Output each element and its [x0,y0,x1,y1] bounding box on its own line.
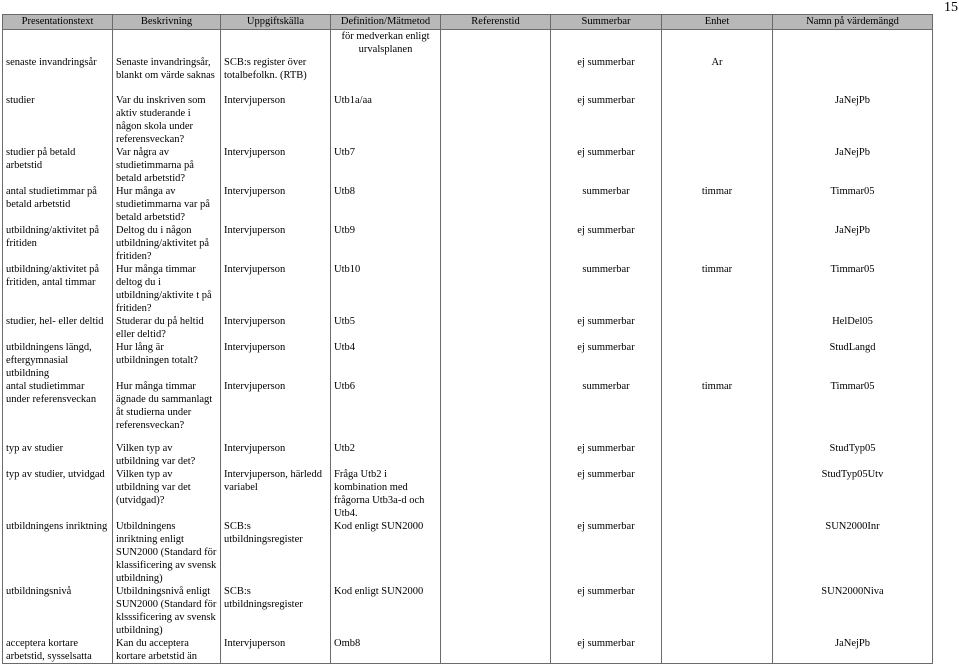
cell-beskrivning: Deltog du i någon utbildning/aktivitet på fritiden? [113,224,221,263]
table-row [3,520,933,585]
table-row [3,56,933,94]
cell-namn-pa-vardemangd: Timmar05 [773,380,933,442]
table-row [3,94,933,146]
cell-namn-pa-vardemangd: JaNejPb [773,224,933,263]
cell-namn-pa-vardemangd: Timmar05 [773,263,933,315]
cell-referenstid [441,185,551,224]
cell-referenstid [441,637,551,664]
cell-uppgiftskalla: Intervjuperson [221,315,331,341]
cell-summerbar: ej summerbar [551,315,662,341]
cell-enhet [662,585,773,637]
cell-definition: Utb4 [331,341,441,380]
cell-summerbar: ej summerbar [551,442,662,468]
cell-definition: Fråga Utb2 i kombination med frågorna Utb3a-d och Utb4. [331,468,441,520]
col-header-definition: Definition/Mätmetod [331,15,441,30]
cell-referenstid [441,56,551,94]
cell-namn-pa-vardemangd: JaNejPb [773,637,933,664]
continuation-row [3,30,933,57]
cell-presentation: utbildningsnivå [3,585,113,637]
col-header-presentationstext: Presentationstext [3,15,113,30]
cell-beskrivning: Studerar du på heltid eller deltid? [113,315,221,341]
cell-definition: Utb7 [331,146,441,185]
cell-beskrivning: Hur lång är utbildningen totalt? [113,341,221,380]
cell-beskrivning: Vilken typ av utbildning var det (utvidgad)? [113,468,221,520]
cell-namn-pa-vardemangd: JaNejPb [773,146,933,185]
cell-uppgiftskalla: Intervjuperson [221,263,331,315]
col-header-referenstid: Referenstid [441,15,551,30]
table-row [3,146,933,185]
cell-beskrivning: Kan du acceptera kortare arbetstid än [113,637,221,664]
cell-summerbar: ej summerbar [551,341,662,380]
cell-beskrivning: Utbildningsnivå enligt SUN2000 (Standard för klsssificering av svensk utbildning) [113,585,221,637]
cell-definition: Omb8 [331,637,441,664]
cell-namn-pa-vardemangd: StudTyp05Utv [773,468,933,520]
table-row [3,585,933,637]
table-row [3,380,933,442]
cell-uppgiftskalla: SCB:s utbildningsregister [221,520,331,585]
cell-referenstid [441,380,551,442]
cell-summerbar: ej summerbar [551,146,662,185]
cell-definition: Utb5 [331,315,441,341]
cell-enhet [662,146,773,185]
cell-namn-pa-vardemangd: SUN2000Niva [773,585,933,637]
cell-referenstid [441,94,551,146]
cell-presentation: utbildningens inriktning [3,520,113,585]
header-row [3,15,933,30]
cell-definition: Kod enligt SUN2000 [331,585,441,637]
cell-uppgiftskalla: Intervjuperson [221,94,331,146]
table-row [3,315,933,341]
cell-namn-pa-vardemangd: HelDel05 [773,315,933,341]
cell-enhet [662,315,773,341]
col-header-enhet: Enhet [662,15,773,30]
cell-summerbar: ej summerbar [551,520,662,585]
cell-enhet: Ar [662,56,773,94]
cell-presentation: studier, hel- eller deltid [3,315,113,341]
cell-beskrivning: Senaste invandringsår, blankt om värde saknas [113,56,221,94]
cell-summerbar: summerbar [551,263,662,315]
cell-referenstid [441,263,551,315]
col-header-uppgiftskalla: Uppgiftskälla [221,15,331,30]
cell-definition: Utb9 [331,224,441,263]
cell-enhet [662,224,773,263]
cell-summerbar: ej summerbar [551,637,662,664]
table-row [3,263,933,315]
cell-summerbar: ej summerbar [551,94,662,146]
cell-summerbar: ej summerbar [551,56,662,94]
cell-summerbar: ej summerbar [551,224,662,263]
cell-enhet [662,520,773,585]
cell-enhet [662,341,773,380]
cell-definition: Utb10 [331,263,441,315]
cell-presentation: typ av studier [3,442,113,468]
cell-uppgiftskalla: SCB:s register över totalbefolkn. (RTB) [221,56,331,94]
cell-beskrivning: Var du inskriven som aktiv studerande i någon skola under referensveckan? [113,94,221,146]
col-header-namn-pa-vardemangd: Namn på värdemängd [773,15,933,30]
cell-referenstid [441,224,551,263]
cell-referenstid [441,520,551,585]
cell-enhet [662,94,773,146]
cell-presentation: utbildning/aktivitet på fritiden [3,224,113,263]
cell-uppgiftskalla: Intervjuperson [221,185,331,224]
cell-enhet: timmar [662,263,773,315]
cell-enhet [662,442,773,468]
cell-beskrivning: Utbildningens inriktning enligt SUN2000 (Standard för klassificering av svensk utbildning) [113,520,221,585]
table-row [3,224,933,263]
cell-beskrivning: Hur många av studietimmarna var på betald arbetstid? [113,185,221,224]
cell-presentation: typ av studier, utvidgad [3,468,113,520]
cell-uppgiftskalla: Intervjuperson [221,380,331,442]
cell-uppgiftskalla: Intervjuperson, härledd variabel [221,468,331,520]
col-header-beskrivning: Beskrivning [113,15,221,30]
cell-presentation: acceptera kortare arbetstid, sysselsatta [3,637,113,664]
cell-namn-pa-vardemangd: SUN2000Inr [773,520,933,585]
col-header-summerbar: Summerbar [551,15,662,30]
cell-namn-pa-vardemangd: Timmar05 [773,185,933,224]
cell-presentation: studier [3,94,113,146]
cell-namn-pa-vardemangd: JaNejPb [773,94,933,146]
cell-referenstid [441,585,551,637]
cell-namn-pa-vardemangd [773,56,933,94]
cell-namn-pa-vardemangd: StudLangd [773,341,933,380]
table-row [3,637,933,664]
cell-uppgiftskalla: Intervjuperson [221,146,331,185]
table-row [3,468,933,520]
page-number: 15 [944,0,958,15]
variable-table [2,14,933,664]
cell-referenstid [441,468,551,520]
cell-referenstid [441,442,551,468]
cell-uppgiftskalla: SCB:s utbildningsregister [221,585,331,637]
cell-summerbar: ej summerbar [551,468,662,520]
cell-presentation: antal studietimmar under referensveckan [3,380,113,442]
cell-referenstid [441,315,551,341]
cell-presentation: utbildningens längd, eftergymnasial utbildning [3,341,113,380]
cell-enhet [662,637,773,664]
cell-referenstid [441,341,551,380]
cell-definition: Utb6 [331,380,441,442]
cell-presentation: utbildning/aktivitet på fritiden, antal timmar [3,263,113,315]
cell-summerbar: ej summerbar [551,585,662,637]
table-row [3,185,933,224]
cell-beskrivning: Var några av studietimmarna på betald arbetstid? [113,146,221,185]
table-row [3,442,933,468]
cell-summerbar: summerbar [551,380,662,442]
cell-presentation: antal studietimmar på betald arbetstid [3,185,113,224]
cell-uppgiftskalla: Intervjuperson [221,224,331,263]
cell-namn-pa-vardemangd: StudTyp05 [773,442,933,468]
cell-uppgiftskalla: Intervjuperson [221,341,331,380]
cell-referenstid [441,146,551,185]
cell-definition: Utb2 [331,442,441,468]
cell-summerbar: summerbar [551,185,662,224]
cell-definition: Utb8 [331,185,441,224]
cell-presentation: senaste invandringsår [3,56,113,94]
continued-definition: för medverkan enligt urvalsplanen [331,30,441,57]
cell-beskrivning: Hur många timmar deltog du i utbildning/aktivite t på fritiden? [113,263,221,315]
table-row [3,341,933,380]
cell-enhet: timmar [662,380,773,442]
cell-uppgiftskalla: Intervjuperson [221,637,331,664]
cell-beskrivning: Vilken typ av utbildning var det? [113,442,221,468]
cell-definition: Kod enligt SUN2000 [331,520,441,585]
cell-beskrivning: Hur många timmar ägnade du sammanlagt åt studierna under referensveckan? [113,380,221,442]
cell-definition: Utb1a/aa [331,94,441,146]
cell-definition [331,56,441,94]
cell-enhet [662,468,773,520]
cell-presentation: studier på betald arbetstid [3,146,113,185]
cell-enhet: timmar [662,185,773,224]
cell-uppgiftskalla: Intervjuperson [221,442,331,468]
